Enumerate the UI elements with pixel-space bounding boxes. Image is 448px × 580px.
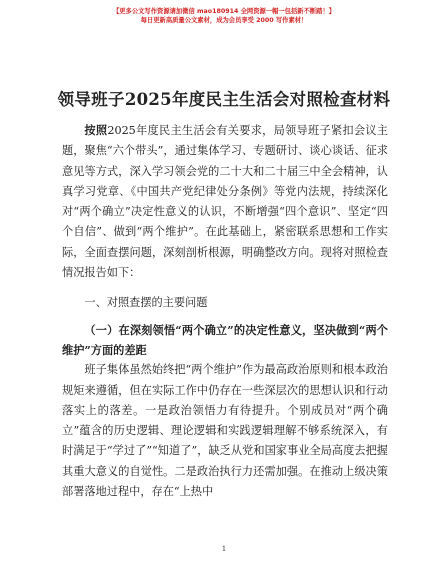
intro-lead: 按照 [84, 123, 108, 137]
document-title: 领导班子2025年度民主生活会对照检查材料 [57, 90, 391, 109]
document-body [62, 120, 388, 502]
body-paragraph-2: 班子集体虽然始终把“两个维护”作为最高政治原则和根本政治规矩来遵循，但在实际工作中仍存在一些深层次的思想认识和行动落实上的落差。一是政治领悟力有待提升。个别成员对“两个确立”蕴含的历史逻辑、理论逻辑和实践逻辑理解不够系统深入，有时满足于“学过了”“知道了”，缺乏从党和国家事业全局高度去把握其重大意义的自觉性。二是政治执行力还需加强。在推动上级决策部署落地过程中，存在“上热中 [62, 363, 388, 499]
section-heading-1: 一、对照查摆的主要问题 [84, 296, 208, 310]
promo-banner [0, 7, 448, 25]
intro-paragraph [62, 120, 388, 283]
intro-text: 2025年度民主生活会有关要求，局领导班子紧扣会议主题，聚焦“六个带头”，通过集体学习、专题研讨、谈心谈话、征求意见等方式，深入学习领会党的二十大和二十届三中全会精神，认真学习党章、《中国共产党纪律处分条例》等党内法规，持续深化对“两个确立”决定性意义的认识，不断增强“四个意识”、坚定“四个自信”、做到“两个维护”。在此基础上，紧密联系思想和工作实际，全面查摆问题，深刻剖析根源，明确整改方向。现将对照检查情况报告如下： [62, 124, 388, 280]
promo-line-1: 【更多公文写作资源请加微信 mao180914 全网资源一帽一包括新不断踏！】 [112, 8, 336, 15]
page-number: 1 [221, 544, 227, 553]
promo-line-2: 每日更新高质量公文素材，成为会员享受 2000 写作素材！ [140, 17, 308, 24]
subsection-heading-1: （一）在深刻领悟“两个确立”的决定性意义，坚决做到“两个维护”方面的差距 [62, 322, 388, 357]
